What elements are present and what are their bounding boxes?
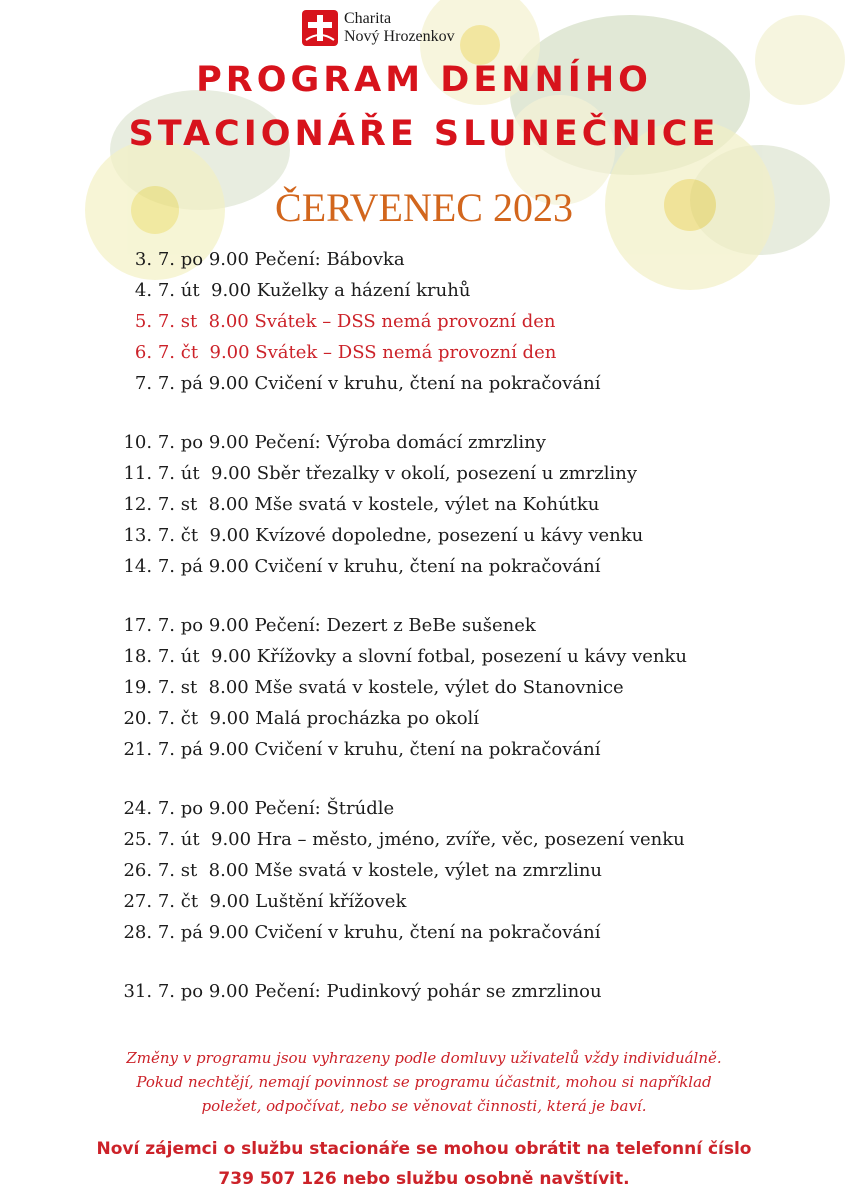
week-spacer bbox=[0, 399, 848, 427]
contact-line: Noví zájemci o službu stacionáře se mohou obrátit na telefonní číslo bbox=[96, 1139, 752, 1159]
schedule-activity: po 9.00 Pečení: Bábovka bbox=[180, 249, 405, 270]
schedule-row bbox=[0, 275, 848, 306]
schedule-activity: st 8.00 Svátek – DSS nemá provozní den bbox=[180, 311, 556, 332]
schedule-activity: po 9.00 Pečení: Štrúdle bbox=[180, 798, 395, 819]
schedule-row bbox=[0, 489, 848, 520]
logo-line-1: Charita bbox=[344, 10, 392, 27]
schedule-activity: čt 9.00 Kvízové dopoledne, posezení u kávy venku bbox=[180, 525, 644, 546]
schedule-date: 18. 7. bbox=[123, 646, 175, 667]
schedule-row bbox=[0, 703, 848, 734]
schedule-row bbox=[0, 610, 848, 641]
note-line: Pokud nechtějí, nemají povinnost se programu účastnit, mohou si například bbox=[136, 1073, 712, 1091]
schedule-date: 21. 7. bbox=[123, 739, 175, 760]
schedule-date: 25. 7. bbox=[123, 829, 175, 850]
schedule-row bbox=[0, 793, 848, 824]
schedule-row bbox=[0, 886, 848, 917]
schedule-row bbox=[0, 244, 848, 275]
logo-line-2: Nový Hrozenkov bbox=[344, 28, 455, 45]
logo-text bbox=[344, 10, 455, 46]
charita-cross-icon bbox=[302, 10, 338, 46]
schedule-row bbox=[0, 520, 848, 551]
schedule-activity: po 9.00 Pečení: Výroba domácí zmrzliny bbox=[180, 432, 546, 453]
page-title-line-1: PROGRAM DENNÍHO bbox=[196, 60, 652, 100]
week-spacer bbox=[0, 948, 848, 976]
schedule-row bbox=[0, 551, 848, 582]
schedule-activity: út 9.00 Kuželky a házení kruhů bbox=[180, 280, 471, 301]
schedule-date: 12. 7. bbox=[123, 494, 175, 515]
schedule-row bbox=[0, 734, 848, 765]
schedule-date: 4. 7. bbox=[134, 280, 175, 301]
charita-logo bbox=[302, 10, 455, 46]
schedule-row bbox=[0, 917, 848, 948]
schedule-date: 6. 7. bbox=[134, 342, 175, 363]
schedule-date: 11. 7. bbox=[123, 463, 175, 484]
schedule-date: 28. 7. bbox=[123, 922, 175, 943]
page-title-line-2: STACIONÁŘE SLUNEČNICE bbox=[128, 114, 720, 154]
schedule-row bbox=[0, 641, 848, 672]
contact-line: 739 507 126 nebo službu osobně navštívit. bbox=[218, 1169, 630, 1189]
schedule-date: 26. 7. bbox=[123, 860, 175, 881]
schedule-date: 3. 7. bbox=[134, 249, 175, 270]
week-spacer bbox=[0, 765, 848, 793]
schedule-activity: pá 9.00 Cvičení v kruhu, čtení na pokračování bbox=[180, 373, 601, 394]
schedule-activity: st 8.00 Mše svatá v kostele, výlet na zmrzlinu bbox=[180, 860, 603, 881]
schedule-activity: út 9.00 Hra – město, jméno, zvíře, věc, posezení venku bbox=[180, 829, 685, 850]
schedule-row bbox=[0, 368, 848, 399]
schedule-date: 19. 7. bbox=[123, 677, 175, 698]
schedule-date: 7. 7. bbox=[134, 373, 175, 394]
schedule-activity: pá 9.00 Cvičení v kruhu, čtení na pokračování bbox=[180, 739, 601, 760]
program-notes bbox=[0, 1046, 848, 1118]
schedule-date: 20. 7. bbox=[123, 708, 175, 729]
schedule-activity: pá 9.00 Cvičení v kruhu, čtení na pokračování bbox=[180, 922, 601, 943]
schedule-row bbox=[0, 824, 848, 855]
schedule-row bbox=[0, 427, 848, 458]
week-spacer bbox=[0, 582, 848, 610]
schedule-activity: po 9.00 Pečení: Dezert z BeBe sušenek bbox=[180, 615, 536, 636]
schedule-date: 10. 7. bbox=[123, 432, 175, 453]
schedule-row bbox=[0, 306, 848, 337]
schedule-row bbox=[0, 458, 848, 489]
schedule-activity: po 9.00 Pečení: Pudinkový pohár se zmrzlinou bbox=[180, 981, 602, 1002]
schedule-activity: st 8.00 Mše svatá v kostele, výlet na Kohútku bbox=[180, 494, 600, 515]
schedule-date: 17. 7. bbox=[123, 615, 175, 636]
schedule-activity: čt 9.00 Svátek – DSS nemá provozní den bbox=[180, 342, 557, 363]
schedule-date: 13. 7. bbox=[123, 525, 175, 546]
schedule-list bbox=[0, 244, 848, 1007]
schedule-row bbox=[0, 337, 848, 368]
schedule-activity: čt 9.00 Malá procházka po okolí bbox=[180, 708, 480, 729]
schedule-activity: st 8.00 Mše svatá v kostele, výlet do Stanovnice bbox=[180, 677, 624, 698]
schedule-date: 14. 7. bbox=[123, 556, 175, 577]
schedule-row bbox=[0, 976, 848, 1007]
schedule-date: 31. 7. bbox=[123, 981, 175, 1002]
schedule-date: 24. 7. bbox=[123, 798, 175, 819]
schedule-row bbox=[0, 855, 848, 886]
schedule-activity: čt 9.00 Luštění křížovek bbox=[180, 891, 407, 912]
contact-info bbox=[0, 1134, 848, 1194]
note-line: Změny v programu jsou vyhrazeny podle domluvy uživatelů vždy individuálně. bbox=[126, 1049, 722, 1067]
note-line: poležet, odpočívat, nebo se věnovat činnosti, která je baví. bbox=[201, 1097, 647, 1115]
schedule-activity: út 9.00 Křížovky a slovní fotbal, posezení u kávy venku bbox=[180, 646, 687, 667]
schedule-row bbox=[0, 672, 848, 703]
month-heading: ČERVENEC 2023 bbox=[275, 185, 573, 230]
schedule-date: 5. 7. bbox=[134, 311, 175, 332]
schedule-activity: pá 9.00 Cvičení v kruhu, čtení na pokračování bbox=[180, 556, 601, 577]
schedule-activity: út 9.00 Sběr třezalky v okolí, posezení u zmrzliny bbox=[180, 463, 638, 484]
schedule-date: 27. 7. bbox=[123, 891, 175, 912]
